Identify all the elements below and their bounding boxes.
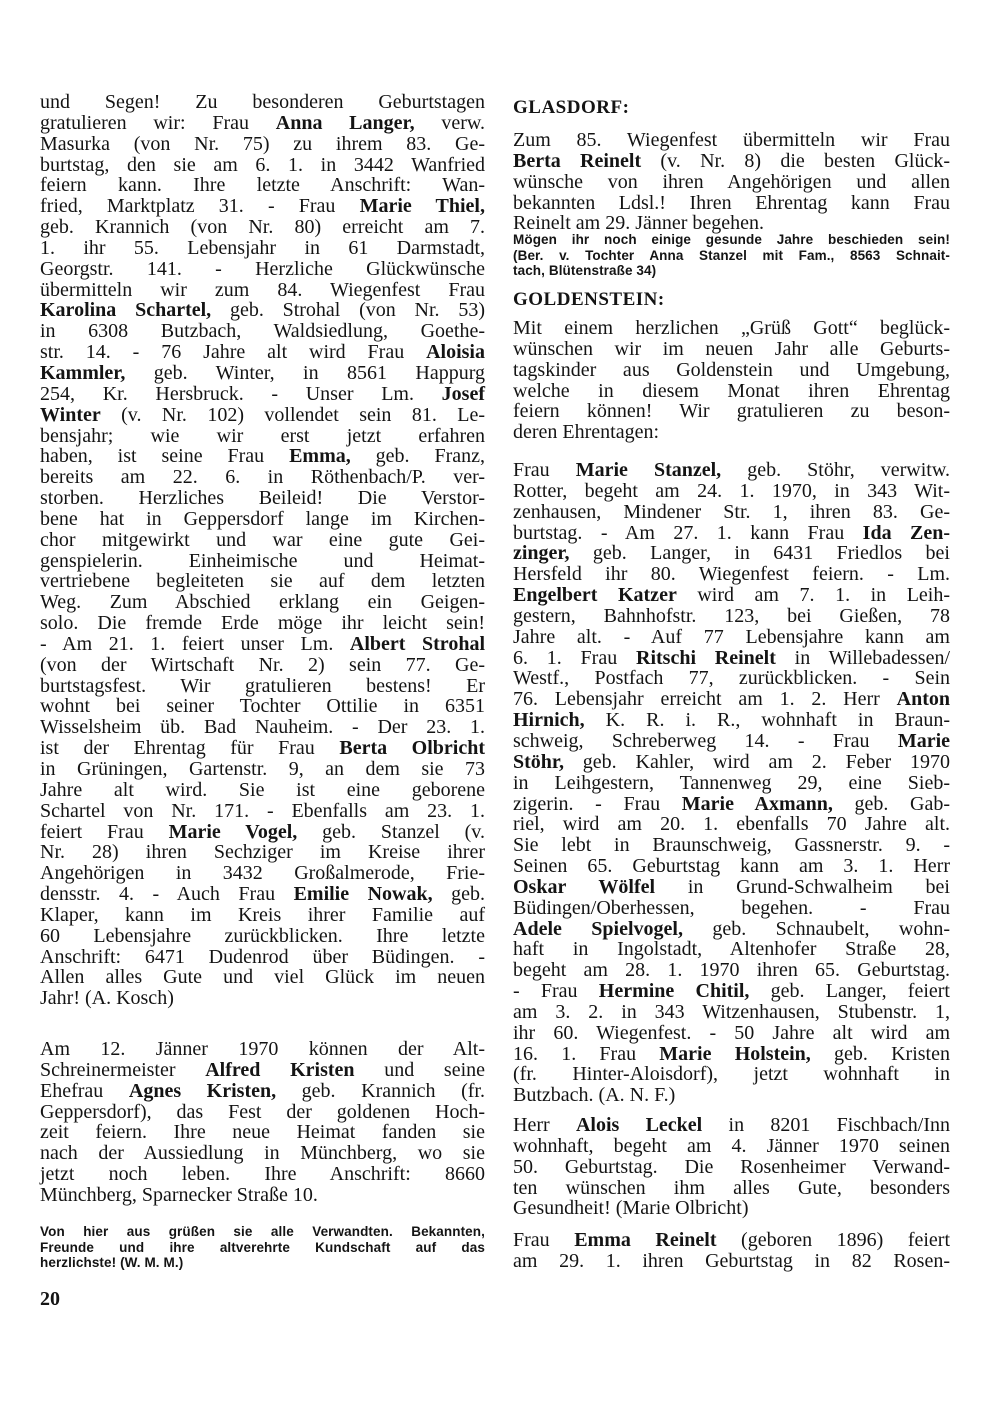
bold-name: Agnes Kristen, (128, 1079, 277, 1102)
text-line: am 29. 1. ihren Geburtstag in 82 Rosen- (513, 1249, 950, 1272)
glasdorf-note (513, 232, 950, 279)
text-line: gratulieren wir: Frau Anna Langer, verw. (40, 111, 486, 134)
text-line: Nr. 28) ihren Sechziger im Kreise ihrer (40, 841, 485, 864)
text-line: ihr 60. Wiegenfest. - 50 Jahre alt wird am (513, 1021, 950, 1044)
text-line: geb. Krannich (von Nr. 80) erreicht am 7. (40, 216, 485, 239)
bold-name: Kammler, (40, 361, 126, 384)
text-line: haft in Ingolstadt, Altenhofer Straße 28, (513, 938, 950, 961)
text-line: Seinen 65. Geburtstag kann am 3. 1. Herr (513, 855, 950, 878)
text-line: deren Ehrentagen: (513, 421, 660, 444)
text-line: übermitteln wir zum 84. Wiegenfest Frau (40, 278, 485, 301)
text-line: in Grüningen, Gartenstr. 9, an dem sie 73 (40, 758, 485, 780)
bold-name: Adele Spielvogel, (513, 917, 683, 940)
text-line: Jahre alt wird. Sie ist eine geborene (40, 778, 485, 801)
text-line: tach, Blütenstraße 34) (513, 263, 657, 278)
article-paragraph-golden-wedding (40, 1039, 485, 1206)
text-line: burtstag, den sie am 6. 1. in 3442 Wanfried (40, 153, 485, 176)
text-line: vertriebene begleiteten sie auf dem letzten (40, 570, 485, 593)
bold-name: Ritschi Reinelt (636, 646, 776, 669)
text-line: riel, wird am 20. 1. ebenfalls 70 Jahre alt. (513, 813, 950, 836)
bold-name: Alfred Kristen (205, 1058, 355, 1081)
text-line: ten wünschen ihm alles Gute, besonders (513, 1176, 950, 1199)
text-line: 60 Lebensjahre zurückblicken. Ihre letzte (40, 924, 485, 947)
text-line: Hersfeld ihr 80. Wiegenfest feiern. - Lm. (513, 563, 950, 586)
bold-name: Berta Olbricht (339, 737, 485, 760)
text-line: Gesundheit! (Marie Olbricht) (513, 1197, 749, 1220)
text-line: wünsche von ihren Angehörigen und allen (513, 170, 950, 193)
text-line: zinger, geb. Langer, in 6431 Friedlos bei (513, 542, 950, 565)
greeting-note (40, 1224, 485, 1271)
text-line: feiern können! Wir gratulieren zu beson- (513, 400, 950, 423)
text-line: wohnhaft, begeht am 4. Jänner 1970 seinen (513, 1134, 950, 1157)
bold-name: Berta Reinelt (513, 149, 642, 172)
text-line: Rotter, begeht am 24. 1. 1970, in 343 Wit- (513, 479, 950, 502)
text-line: Mit einem herzlichen „Grüß Gott“ beglück- (513, 317, 950, 339)
bold-name: Emilie Nowak, (293, 883, 433, 906)
bold-name: Karolina Schartel, (40, 299, 212, 322)
text-line: Kammler, geb. Winter, in 8561 Happurg (40, 361, 485, 384)
text-line: herzlichste! (W. M. M.) (40, 1255, 184, 1270)
text-line: tagskinder aus Goldenstein und Umgebung, (513, 358, 950, 381)
text-line: Georgstr. 141. - Herzliche Glückwünsche (40, 257, 485, 280)
text-line: Anschrift: 6471 Dudenrod über Büdingen. - (40, 945, 485, 968)
text-line: schweig, Schreberweg 14. - Frau Marie (513, 729, 950, 752)
text-line: fried, Marktplatz 31. - Frau Marie Thiel, (40, 195, 485, 218)
text-line: 76. Lebensjahr erreicht am 1. 2. Herr Anton (513, 688, 950, 711)
bold-name: Anna Langer, (275, 111, 415, 134)
text-line: Masurka (von Nr. 75) zu ihrem 83. Ge- (40, 132, 485, 155)
text-line: Von hier aus grüßen sie alle Verwandten. Bekannten, (40, 1224, 485, 1239)
bold-name: Winter (40, 403, 101, 426)
text-line: (von der Wirtschaft Nr. 2) sein 77. Ge- (40, 653, 485, 676)
text-line: gestern, Bahnhofstr. 123, bei Gießen, 78 (513, 604, 950, 627)
text-line: Engelbert Katzer wird am 7. 1. in Leih- (513, 584, 951, 607)
text-line: str. 14. - 76 Jahre alt wird Frau Aloisia (40, 341, 485, 364)
text-line: jetzt noch leben. Ihre Anschrift: 8660 (40, 1163, 485, 1186)
text-line: Berta Reinelt (v. Nr. 8) die besten Glück- (513, 149, 950, 172)
text-line: Allen alles Gute und viel Glück im neuen (40, 966, 485, 989)
text-line: burtstag. - Am 27. 1. kann Frau Ida Zen- (513, 521, 951, 544)
text-line: densstr. 4. - Auch Frau Emilie Nowak, geb. (40, 883, 485, 906)
bold-name: Anton (896, 688, 950, 711)
bold-name: Marie Holstein, (659, 1042, 811, 1065)
text-line: Weg. Zum Abschied erklang ein Geigen- (40, 591, 485, 614)
article-paragraph-birthdays (40, 92, 485, 1009)
text-line: Büdingen/Oberhessen, begehen. - Frau (513, 896, 950, 919)
bold-name: Marie Vogel, (168, 820, 298, 843)
bold-name: Albert Strohal (349, 632, 486, 655)
text-line: feiert Frau Marie Vogel, geb. Stanzel (v. (40, 820, 485, 843)
text-line: in Leihgestern, Tannenweg 29, eine Sieb- (513, 771, 950, 794)
bold-name: zinger, (513, 542, 570, 565)
bold-name: Emma, (289, 445, 351, 468)
text-line: Geppersdorf), das Fest der goldenen Hoch- (40, 1100, 485, 1123)
text-line: Angehörigen in 3432 Großalmerode, Frie- (40, 862, 485, 885)
section-heading-goldenstein: GOLDENSTEIN: (513, 289, 665, 310)
bold-name: Ida Zen- (862, 521, 951, 544)
text-line: Schreinermeister Alfred Kristen und seine (40, 1058, 486, 1081)
text-line: 6. 1. Frau Ritschi Reinelt in Willebadessen/ (513, 646, 950, 669)
bold-name: Marie (897, 729, 950, 752)
text-line: und Segen! Zu besonderen Geburtstagen (40, 91, 485, 113)
text-line: Frau Emma Reinelt (geboren 1896) feiert (513, 1229, 951, 1251)
bold-name: Oskar Wölfel (513, 875, 656, 898)
text-line: bene hat in Geppersdorf lange im Kirchen- (40, 507, 485, 530)
text-line: 1. ihr 55. Lebensjahr in 61 Darmstadt, (40, 236, 485, 259)
text-line: bekannten Ldsl.! Ihren Ehrentag kann Frau (513, 191, 950, 214)
text-line: Reinelt am 29. Jänner begehen. (513, 212, 765, 235)
text-line: bensjahr; wie wir erst jetzt erfahren (40, 424, 485, 447)
text-line: Klaper, kann im Kreis ihrer Familie auf (40, 903, 485, 926)
text-line: in 6308 Butzbach, Waldsiedlung, Goethe- (40, 320, 485, 343)
text-line: Winter (v. Nr. 102) vollendet sein 81. Le- (40, 403, 485, 426)
text-line: Zum 85. Wiegenfest übermitteln wir Frau (513, 129, 950, 151)
text-line: Butzbach. (A. N. F.) (513, 1084, 676, 1107)
text-line: 50. Geburtstag. Die Rosenheimer Verwand- (513, 1155, 950, 1178)
text-line: Ehefrau Agnes Kristen, geb. Krannich (fr. (40, 1079, 485, 1102)
text-line: Wisselsheim üb. Bad Nauheim. - Der 23. 1. (40, 716, 485, 739)
article-paragraph-glasdorf (513, 130, 950, 234)
bold-name: Hirnich, (513, 709, 585, 732)
bold-name: Marie Stanzel, (575, 459, 722, 481)
text-line: bereits am 22. 6. in Röthenbach/P. ver- (40, 466, 485, 489)
text-line: zigerin. - Frau Marie Axmann, geb. Gab- (513, 792, 950, 815)
text-line: genspielerin. Einheimische und Heimat- (40, 549, 485, 572)
text-line: Oskar Wölfel in Grund-Schwalheim bei (513, 875, 950, 898)
text-line: chor mitgewirkt und war eine gute Gei- (40, 528, 485, 551)
text-line: wohnt bei seiner Tochter Ottilie in 6351 (40, 695, 485, 718)
text-line: haben, ist seine Frau Emma, geb. Franz, (40, 445, 485, 468)
text-line: Hirnich, K. R. i. R., wohnhaft in Braun- (513, 709, 950, 732)
article-paragraph-emma-reinelt (513, 1230, 950, 1272)
text-line: 254, Kr. Hersbruck. - Unser Lm. Josef (40, 382, 485, 405)
text-line: Adele Spielvogel, geb. Schnaubelt, wohn- (513, 917, 950, 940)
article-paragraph-leckel (513, 1115, 950, 1219)
text-line: welche in diesem Monat ihren Ehrentag (513, 379, 950, 402)
article-paragraph-goldenstein-birthdays (513, 460, 950, 1106)
bold-name: Alois Leckel (575, 1114, 703, 1136)
text-line: Karolina Schartel, geb. Strohal (von Nr. 53) (40, 299, 485, 322)
text-line: Jahre alt. - Auf 77 Lebensjahre kann am (513, 625, 950, 648)
bold-name: Aloisia (426, 341, 485, 364)
text-line: Mögen ihr noch einige gesunde Jahre beschieden sein! (513, 232, 950, 247)
text-line: (Ber. v. Tochter Anna Stanzel mit Fam., 8563 Schnait- (513, 247, 950, 263)
text-line: solo. Die fremde Erde möge ihr leicht sein! (40, 612, 485, 635)
text-line: nach der Aussiedlung in Münchberg, wo sie (40, 1142, 485, 1165)
text-line: zeit feiern. Ihre neue Heimat fanden sie (40, 1121, 485, 1144)
text-line: Jahr! (A. Kosch) (40, 987, 174, 1010)
text-line: Stöhr, geb. Kahler, wird am 2. Feber 1970 (513, 750, 950, 773)
text-line: Sie lebt in Braunschweig, Gassnerstr. 9. - (513, 834, 950, 857)
bold-name: Josef (441, 382, 485, 405)
text-line: 16. 1. Frau Marie Holstein, geb. Kristen (513, 1042, 950, 1065)
bold-name: Marie Axmann, (681, 792, 833, 815)
text-line: - Frau Hermine Chitil, geb. Langer, feiert (513, 980, 950, 1003)
text-line: (fr. Hinter-Aloisdorf), jetzt wohnhaft in (513, 1063, 950, 1086)
bold-name: Hermine Chitil, (598, 980, 750, 1003)
text-line: Frau Marie Stanzel, geb. Stöhr, verwitw. (513, 459, 951, 481)
text-line: Schartel von Nr. 171. - Ebenfalls am 23. 1. (40, 799, 485, 822)
text-line: ist der Ehrentag für Frau Berta Olbricht (40, 737, 485, 760)
text-line: burtstagsfest. Wir gratulieren bestens! Er (40, 674, 485, 697)
text-line: Am 12. Jänner 1970 können der Alt- (40, 1038, 485, 1060)
text-line: Herr Alois Leckel in 8201 Fischbach/Inn (513, 1114, 950, 1136)
text-line: Freunde und ihre altverehrte Kundschaft auf das (40, 1239, 485, 1255)
page-number: 20 (40, 1288, 60, 1310)
text-line: storben. Herzliches Beileid! Die Verstor- (40, 487, 485, 510)
bold-name: Marie Thiel, (359, 195, 485, 218)
section-heading-glasdorf: GLASDORF: (513, 97, 630, 118)
text-line: begeht am 28. 1. 1970 ihren 65. Geburtstag. (513, 959, 950, 982)
text-line: - Am 21. 1. feiert unser Lm. Albert Strohal (40, 632, 486, 655)
text-line: feiern kann. Ihre letzte Anschrift: Wan- (40, 174, 485, 197)
text-line: Münchberg, Sparnecker Straße 10. (40, 1183, 318, 1206)
bold-name: Stöhr, (513, 750, 564, 773)
article-paragraph-goldenstein-intro (513, 318, 950, 443)
text-line: wünschen wir im neuen Jahr alle Geburts- (513, 337, 950, 360)
text-line: am 3. 2. in 343 Witzenhausen, Stubenstr. 1, (513, 1000, 950, 1023)
bold-name: Engelbert Katzer (513, 584, 677, 607)
bold-name: Emma Reinelt (574, 1229, 717, 1251)
text-line: Westf., Postfach 77, zurückblicken. - Sein (513, 667, 950, 690)
text-line: zenhausen, Mindener Str. 1, ihren 83. Ge- (513, 500, 950, 523)
